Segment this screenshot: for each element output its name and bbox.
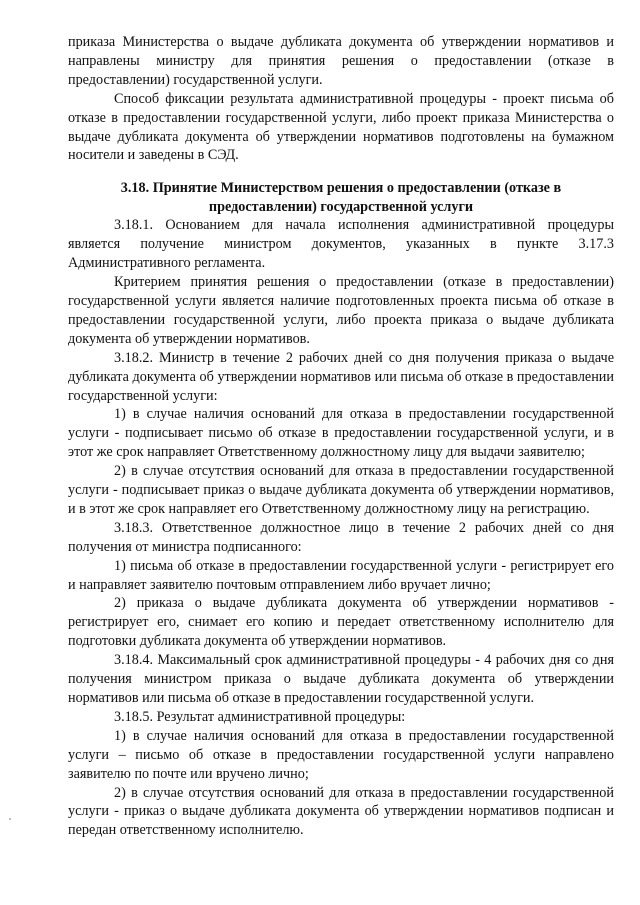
paragraph-3-18-5-item-1: 1) в случае наличия оснований для отказа в предоставлении государственной услуги – письмо об отказе в предоставлении государственной услуги направлено заявителю по почте или вручено лично; bbox=[68, 727, 614, 782]
paragraph-3-18-2-item-2: 2) в случае отсутствия оснований для отказа в предоставлении государственной услуги - подписывает приказ о выдаче дубликата документа об утверждении нормативов, и в этот же срок направляет его Ответственному должностному лицу на регистрацию. bbox=[68, 463, 614, 517]
paragraph-3-18-2-item-1: 1) в случае наличия оснований для отказа в предоставлении государственной услуги - подписывает письмо об отказе в предоставлении государственной услуги, и в этот же срок направляет Ответственному должностному лицу для выдачи заявителю; bbox=[68, 406, 614, 461]
paragraph-3-18-3-item-1: 1) письма об отказе в предоставлении государственной услуги - регистрирует его и направляет заявителю почтовым отправлением либо вручает лично; bbox=[68, 557, 614, 593]
section-heading: 3.18. Принятие Министерством решения о предоставлении (отказе в предоставлении) государственной услуги bbox=[120, 180, 562, 215]
paragraph-continuation: приказа Министерства о выдаче дубликата документа об утверждении нормативов и направлены министру для принятия решения о предоставлении (отказе в предоставлении) государственной услуги. bbox=[68, 34, 614, 88]
paragraph-criterion: Критерием принятия решения о предоставлении (отказе в предоставлении) государственной услуги является наличие подготовленных проекта письма об отказе в предоставлении государственной услуги, либо проекта приказа о выдаче дубликата документа об утверждении нормативов. bbox=[68, 274, 614, 347]
paragraph-3-18-5-item-2: 2) в случае отсутствия оснований для отказа в предоставлении государственной услуги - приказ о выдаче дубликата документа об утверждении нормативов подписан и передан ответственному исполнителю. bbox=[68, 784, 614, 839]
paragraph-3-18-3-item-2: 2) приказа о выдаче дубликата документа об утверждении нормативов - регистрирует его, снимает его копию и передает ответственному исполнителю для подготовки дубликата документа об утверждении нормативов. bbox=[68, 595, 614, 650]
document-page bbox=[68, 33, 614, 840]
scan-artifact bbox=[9, 818, 11, 820]
paragraph-3-18-1: 3.18.1. Основанием для начала исполнения административной процедуры является получение министром документов, указанных в пункте 3.17.3 Административного регламента. bbox=[68, 217, 614, 272]
paragraph-fixation-method: Способ фиксации результата административной процедуры - проект письма об отказе в предоставлении государственной услуги, либо проект приказа Министерства о выдаче дубликата документа об утверждении нормативов подготовлены на бумажном носители и заведены в СЭД. bbox=[68, 90, 614, 164]
paragraph-3-18-5: 3.18.5. Результат административной процедуры: bbox=[114, 708, 406, 725]
paragraph-3-18-4: 3.18.4. Максимальный срок административной процедуры - 4 рабочих дня со дня получения министром приказа о выдаче дубликата документа об утверждении нормативов или письма об отказе в предоставлении государственной услуги. bbox=[68, 652, 614, 706]
paragraph-3-18-2: 3.18.2. Министр в течение 2 рабочих дней со дня получения приказа о выдаче дубликата документа об утверждении нормативов или письма об отказе в предоставлении государственной услуги: bbox=[68, 349, 614, 404]
paragraph-3-18-3: 3.18.3. Ответственное должностное лицо в течение 2 рабочих дней со дня получения от министра подписанного: bbox=[68, 519, 614, 555]
